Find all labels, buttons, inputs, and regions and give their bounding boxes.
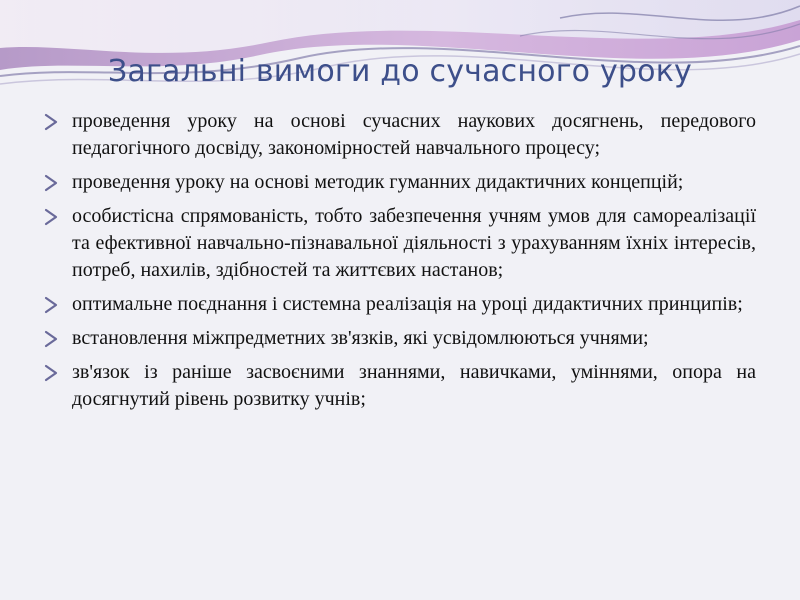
arrow-bullet-icon <box>44 329 58 349</box>
arrow-bullet-icon <box>44 173 58 193</box>
arrow-bullet-icon <box>44 207 58 227</box>
bullet-text: оптимальне поєднання і системна реалізація на уроці дидактичних принципів; <box>72 293 743 315</box>
bullet-text: проведення уроку на основі сучасних наукових досягнень, передового педагогічного досвіду, закономірностей навчального процесу; <box>72 110 756 159</box>
bullet-text: зв'язок із раніше засвоєними знаннями, навичками, уміннями, опора на досягнутий рівень розвитку учнів; <box>72 361 756 410</box>
bullet-item <box>44 203 756 284</box>
arrow-bullet-icon <box>44 112 58 132</box>
bullet-text: проведення уроку на основі методик гуманних дидактичних концепцій; <box>72 171 684 193</box>
bullet-item <box>44 169 756 196</box>
arrow-bullet-icon <box>44 295 58 315</box>
bullet-text: встановлення міжпредметних зв'язків, які усвідомлюються учнями; <box>72 327 649 349</box>
bullet-item <box>44 325 756 352</box>
slide-title: Загальні вимоги до сучасного уроку <box>108 54 692 89</box>
bullet-list <box>44 108 756 420</box>
bullet-item <box>44 359 756 413</box>
bullet-item <box>44 108 756 162</box>
bullet-text: особистісна спрямованість, тобто забезпечення учням умов для самореалізації та ефективної навчально-пізнавальної діяльності з урахуванням їхніх інтересів, потреб, нахилів, здібностей та життєвих настанов; <box>72 205 756 281</box>
bullet-item <box>44 291 756 318</box>
arrow-bullet-icon <box>44 363 58 383</box>
